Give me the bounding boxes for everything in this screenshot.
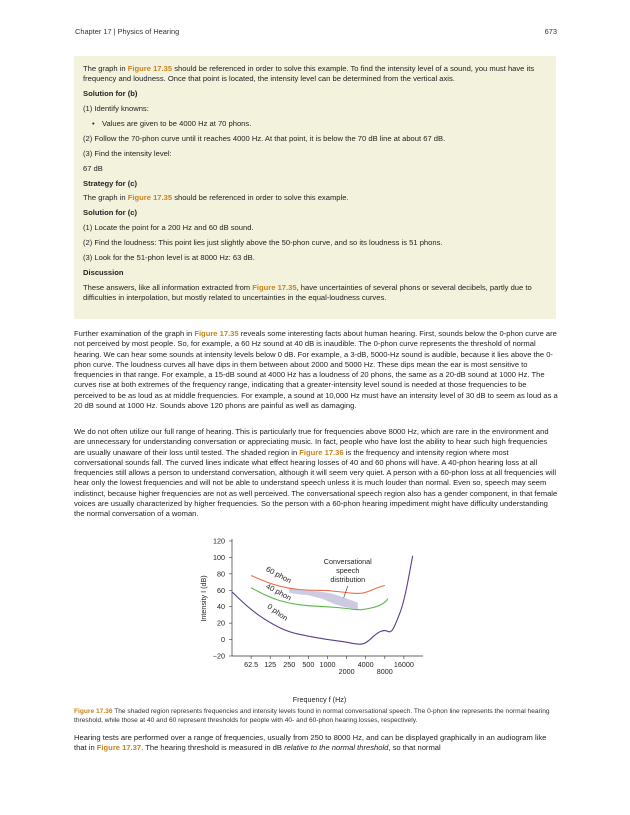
curve-label: 40 phon [264,581,293,603]
c-step-2: (2) Find the loudness: This point lies just slightly above the 50-phon curve, and so its loudness is 51 phons. [83,238,443,248]
x-tick-label: 125 [264,660,277,669]
discussion-heading: Discussion [83,267,124,277]
x-tick-label: 250 [283,660,296,669]
chapter-header: Chapter 17 | Physics of Hearing [75,27,180,36]
curve-label: 0 phon [265,601,290,623]
x-tick-label: 4000 [357,660,374,669]
figure-caption [74,708,558,725]
y-axis-label: Intensity I (dB) [199,575,208,622]
paragraph-3: Hearing tests are performed over a range of frequencies, usually from 250 to 8000 Hz, and can be displayed graphically in an audiogram like that in Figure 17.37. The hearing threshold is measured in dB relative to the normal threshold, so that normal [74,733,547,753]
curve-label: 60 phon [264,564,293,586]
x-tick-label: 62.5 [244,660,259,669]
annotation-line: speech [336,566,360,575]
y-tick-label: 60 [217,585,225,595]
page-number: 673 [544,27,557,36]
solution-c-heading: Solution for (c) [83,208,137,218]
figure-link[interactable]: Figure 17.35 [194,329,239,338]
y-tick-label: 120 [213,536,225,546]
knowns-bullet: • Values are given to be 4000 Hz at 70 phons. [102,119,545,129]
y-tick-label: 40 [217,602,225,612]
step-3: (3) Find the intensity level: [83,148,172,158]
step-2: (2) Follow the 70-phon curve until it reaches 4000 Hz. At that point, it is below the 70 dB line at about 67 dB. [83,133,446,143]
figure-link[interactable]: Figure 17.35 [127,193,173,203]
x-tick-label: 8000 [376,667,393,676]
annotation-line: Conversational [323,557,372,566]
curve-0-phon [232,556,413,644]
caption-text: The shaded region represents frequencies and intensity levels found in normal conversational speech. The 0-phon line represents the normal hearing threshold, while those at 40 and 60 represent thresholds for people with 40- and 60-phon hearing losses, respectively. [74,708,550,724]
hearing-loss-chart [195,533,435,708]
example-box [74,56,556,319]
example-intro: The graph in Figure 17.35 should be referenced in order to solve this example. To find the intensity level of a sound, you must have its frequency and loudness. Once that point is located, the intensity level can be determined from the vertical axis. [83,64,535,84]
y-tick-label: 0 [221,635,225,645]
figure-link[interactable]: Figure 17.37 [96,743,142,753]
discussion-text: These answers, like all information extracted from Figure 17.35, have uncertainties of several phons or several decibels, partly due to difficulties in interpolation, but mostly related to uncertainties in the equal-loudness curves. [83,282,532,303]
y-tick-label: 20 [217,618,225,628]
c-step-3: (3) Look for the 51-phon level is at 8000 Hz: 63 dB. [83,252,255,262]
strategy-c-heading: Strategy for (c) [83,178,138,188]
x-tick-label: 1000 [319,660,336,669]
figure-link[interactable]: Figure 17.35 [127,64,173,73]
x-tick-label: 500 [302,660,315,669]
x-axis-label: Frequency f (Hz) [292,695,347,704]
figure-link[interactable]: Figure 17.36 [299,447,344,457]
answer-b: 67 dB [83,163,103,173]
figure-link[interactable]: Figure 17.35 [252,282,297,292]
solution-b-heading: Solution for (b) [83,89,138,99]
y-tick-label: 80 [217,569,225,579]
annotation-line: distribution [330,575,366,584]
strategy-c: The graph in Figure 17.35 should be referenced in order to solve this example. [83,193,349,203]
step-1: (1) Identify knowns: [83,104,149,114]
y-tick-label: 100 [213,552,225,562]
x-tick-label: 2000 [338,667,355,676]
y-tick-label: −20 [212,651,225,661]
c-step-1: (1) Locate the point for a 200 Hz and 60 dB sound. [83,223,254,233]
paragraph-2: We do not often utilize our full range of hearing. This is particularly true for frequencies above 8000 Hz, which are rare in the environment and are unnecessary for understanding conversation or appreciating music. In fact, people who have lost the ability to hear such high frequencies are usually unaware of their loss until tested. The shaded region in Figure 17.36 is the frequency and intensity region where most conversational sounds fall. The curved lines indicate what effect hearing losses of 40 and 60 phons will have. A 40-phon hearing loss at all frequencies still allows a person to understand conversation, although it will seem very quiet. A person with a 60-phon loss at all frequencies will hear only the lowest frequencies and will not be able to understand speech unless it is much louder than normal. Even so, speech may seem indistinct, because higher frequencies are not as well perceived. The conversational speech region also has a gender component, in that female voices are usually characterized by higher frequencies. So the person with a 60-phon hearing impediment might have difficulty understanding the normal conversation of a woman. [74,427,558,519]
paragraph-1: Further examination of the graph in Figure 17.35 reveals some interesting facts about human hearing. First, sounds below the 0-phon curve are not perceived by most people. So, for example, a 60 Hz sound at 40 dB is inaudible. The 0-phon curve represents the threshold of normal hearing. We can hear some sounds at intensity levels below 0 dB. For example, a 3-dB, 5000-Hz sound is audible, because it lies above the 0-phon curve. The loudness curves all have dips in them between about 2000 and 5000 Hz. These dips mean the ear is most sensitive to frequencies in that range. For example, a 15-dB sound at 4000 Hz has a loudness of 20 phons, the same as a 20-dB sound at 1000 Hz. The curves rise at both extremes of the frequency range, indicating that a greater-intensity level sound is needed at those frequencies to be perceived to be as loud as at middle frequencies. For example, a sound at 10,000 Hz must have an intensity level of 30 dB to seem as loud as a 20 dB sound at 1000 Hz. Sounds above 120 phons are painful as well as damaging. [74,329,558,411]
caption-figure-label: Figure 17.36 [74,708,113,715]
x-tick-label: 16000 [393,660,414,669]
